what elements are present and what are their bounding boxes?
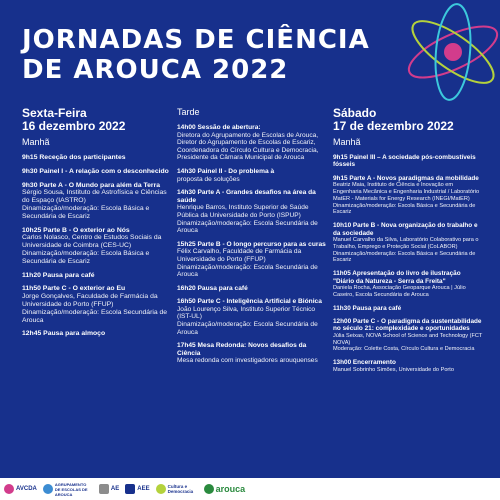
- afternoon-column: [177, 107, 328, 371]
- schedule-item-title: 13h00 Encerramento: [333, 359, 396, 367]
- schedule-item: [22, 168, 170, 176]
- schedule-item-detail: Manuel Sobrinho Simões, Universidade do Porto: [333, 366, 454, 373]
- schedule-item: [177, 285, 328, 293]
- schedule-item-detail: Dinamização/moderação: Escola Secundária de Arouca: [177, 219, 318, 235]
- saturday-day: Sábado: [333, 106, 377, 120]
- friday-day: Sexta-Feira: [22, 106, 87, 120]
- schedule-item: [177, 342, 328, 365]
- logo-ae-label: AE: [110, 485, 120, 492]
- schedule-item-detail: Carlos Nolasco, Centro de Estudos Sociais da Universidade de Coimbra (CES-UC): [22, 234, 162, 250]
- schedule-item-detail: Diretora do Agrupamento de Escolas de Arouca, Diretor do Agrupamento de Escolas de Escariz, Coordenadora do Círculo Cultura e Democracia, Presidente da Câmara Municipal de Arouca: [177, 131, 319, 162]
- schedule-item-title: 14h00 Sessão de abertura:: [177, 124, 261, 131]
- friday-events: [22, 154, 170, 338]
- schedule-item-detail: Henrique Barros, Instituto Superior de Saúde Pública da Universidade do Porto (ISPUP): [177, 204, 309, 219]
- logo-avcda-label: AVCDA: [16, 485, 37, 492]
- friday-heading: [22, 107, 170, 133]
- logo-arouca-label: arouca: [215, 483, 246, 494]
- schedule-item-detail: Dinamização/moderação: Escola Secundária de Arouca: [177, 321, 318, 336]
- saturday-period: Manhã: [333, 137, 361, 147]
- schedule-item: [177, 189, 328, 235]
- schedule-item-detail: Dinamização/moderação: Escola Básica e Secundária de Escariz: [22, 249, 150, 265]
- schedule-item-detail: Dinamização/moderação: Escola Básica e Secundária de Escariz: [22, 204, 150, 220]
- school-logo-icon: [43, 484, 53, 494]
- schedule-item-title: 16h50 Parte C - Inteligência Artificial e Biónica: [177, 298, 322, 306]
- schedule-item: [177, 124, 328, 162]
- schedule-item-detail: Daniela Rocha, Associação Geoparque Arouca | Júlio Caseiro, Escola Secundária de Arouca: [333, 285, 466, 298]
- page-title: [22, 25, 370, 85]
- schedule-item: [22, 285, 170, 324]
- schedule-item-title: 12h00 Parte C - O paradigma da sustentabilidade no século 21: complexidade e oportunidades: [333, 318, 482, 333]
- schedule-item: [333, 270, 483, 298]
- logo-ae: [99, 484, 119, 494]
- schedule-item-detail: Jorge Gonçalves, Faculdade de Farmácia da Universidade do Porto (FFUP): [22, 293, 158, 308]
- schedule-item: [333, 154, 483, 169]
- aee-logo-icon: [125, 484, 135, 494]
- logo-ae-arouca: [43, 482, 93, 497]
- schedule-item-title: 14h30 Parte A - Grandes desafios na área da saúde: [177, 189, 316, 204]
- schedule-item: [177, 298, 328, 336]
- schedule-item: [333, 318, 483, 353]
- title-line-2: DE AROUCA 2022: [22, 55, 289, 85]
- schedule-item: [22, 182, 170, 221]
- logo-ae-arouca-label: AGRUPAMENTO DE ESCOLAS DE AROUCA: [54, 481, 88, 497]
- schedule-item-title: 10h10 Parte B - Nova organização do trabalho e da sociedade: [333, 222, 478, 237]
- logo-arouca: [204, 484, 246, 494]
- saturday-column: [333, 107, 483, 379]
- schedule-item: [177, 168, 328, 183]
- schedule-item: [22, 272, 170, 280]
- schedule-item: [333, 305, 483, 312]
- title-line-1: JORNADAS DE CIÊNCIA: [22, 25, 370, 55]
- schedule-item-title: 11h05 Apresentação do livro de ilustração "Diário da Natureza - Serra da Freita": [333, 270, 461, 285]
- schedule-item-title: 16h20 Pausa para café: [177, 284, 248, 292]
- schedule-item-detail: Beatriz Maia, Instituto de Ciência e Inovação em Engenharia Mecânica e Engenharia Industrial / Laboratório MatER - Materials for Energy Research (INEGI/MatER): [333, 182, 480, 202]
- afternoon-events: [177, 124, 328, 365]
- logo-aee-label: AEE: [137, 485, 150, 492]
- friday-date: 16 dezembro 2022: [22, 119, 126, 133]
- saturday-events: [333, 154, 483, 373]
- friday-period: Manhã: [22, 137, 50, 147]
- partner-logos-footer: [0, 478, 500, 500]
- avcda-logo-icon: [4, 484, 14, 494]
- schedule-item-title: 11h50 Parte C - O exterior ao Eu: [22, 285, 126, 293]
- logo-aee: [125, 484, 149, 494]
- schedule-item-detail: Manuel Carvalho da Silva, Laboratório Colaborativo para o Trabalho, Emprego e Proteção Social (CoLABOR): [333, 237, 479, 250]
- arouca-logo-icon: [204, 484, 214, 494]
- logo-cultura-label: Cultura e Democracia: [167, 484, 194, 494]
- schedule-item-title: 9h15 Receção dos participantes: [22, 154, 126, 161]
- logo-avcda: [4, 484, 37, 494]
- schedule-item-title: 9h30 Painel I - A relação com o desconhecido: [22, 167, 169, 175]
- schedule-item-title: 9h30 Parte A - O Mundo para além da Terra: [22, 181, 160, 189]
- schedule-item-detail: João Lourenço Silva, Instituto Superior Técnico (IST-UL): [177, 305, 316, 321]
- schedule-item-title: 15h25 Parte B - O longo percurso para as curas: [177, 240, 326, 248]
- schedule-item-title: 11h20 Pausa para café: [22, 271, 95, 279]
- schedule-item-title: 10h25 Parte B - O exterior ao Nós: [22, 226, 130, 234]
- schedule-item-title: 14h30 Painel II - Do problema à: [177, 167, 275, 175]
- schedule-item-detail: Dinamização/moderação: Escola Básica e Secundária de Escariz: [333, 202, 476, 216]
- schedule-item: [333, 222, 483, 264]
- schedule-item: [333, 359, 483, 373]
- schedule-item: [177, 241, 328, 279]
- schedule-item-title: 9h15 Painel III – A sociedade pós-combustíveis fósseis: [333, 154, 476, 169]
- schedule-item-detail: Júlia Seixas, NOVA School of Science and Technology (FCT NOVA): [333, 332, 483, 346]
- schedule-item-detail: Sérgio Sousa, Instituto de Astrofísica e Ciências do Espaço (IASTRO): [22, 189, 167, 205]
- saturday-date: 17 de dezembro 2022: [333, 119, 454, 133]
- schedule-item-title: 9h15 Parte A - Novos paradigmas da mobilidade: [333, 174, 479, 182]
- schedule-item-title: 17h45 Mesa Redonda: Novos desafios da Ciência: [177, 342, 307, 357]
- saturday-heading: [333, 107, 483, 133]
- afternoon-period: Tarde: [177, 107, 200, 117]
- schedule-item-title: 11h30 Pausa para café: [333, 304, 402, 312]
- schedule-item-detail: Dinamização/moderação: Escola Secundária de Arouca: [177, 263, 318, 279]
- schedule-item-detail: proposta de soluções: [177, 175, 240, 183]
- schedule-item-detail: Félix Carvalho, Faculdade de Farmácia da Universidade do Porto (FFUP): [177, 248, 302, 263]
- schedule-item-detail: Moderação: Colette Costa, Círculo Cultura e Democracia: [333, 346, 475, 353]
- schedule-item-detail: Dinamização/moderação: Escola Secundária de Arouca: [22, 308, 168, 324]
- schedule-item: [22, 330, 170, 338]
- logo-cultura-democracia: [156, 484, 198, 494]
- cultura-logo-icon: [156, 484, 166, 494]
- ae-logo-icon: [99, 484, 109, 494]
- schedule-item-detail: Dinamização/moderação: Escola Básica e Secundária de Escariz: [333, 250, 476, 264]
- schedule-item: [22, 154, 170, 162]
- schedule-item-title: 12h45 Pausa para almoço: [22, 330, 106, 338]
- schedule-item-detail: Mesa redonda com investigadores arouquenses: [177, 357, 318, 365]
- schedule-item: [333, 175, 483, 216]
- atom-icon: [395, 0, 500, 110]
- schedule-item: [22, 227, 170, 266]
- friday-column: [22, 107, 170, 344]
